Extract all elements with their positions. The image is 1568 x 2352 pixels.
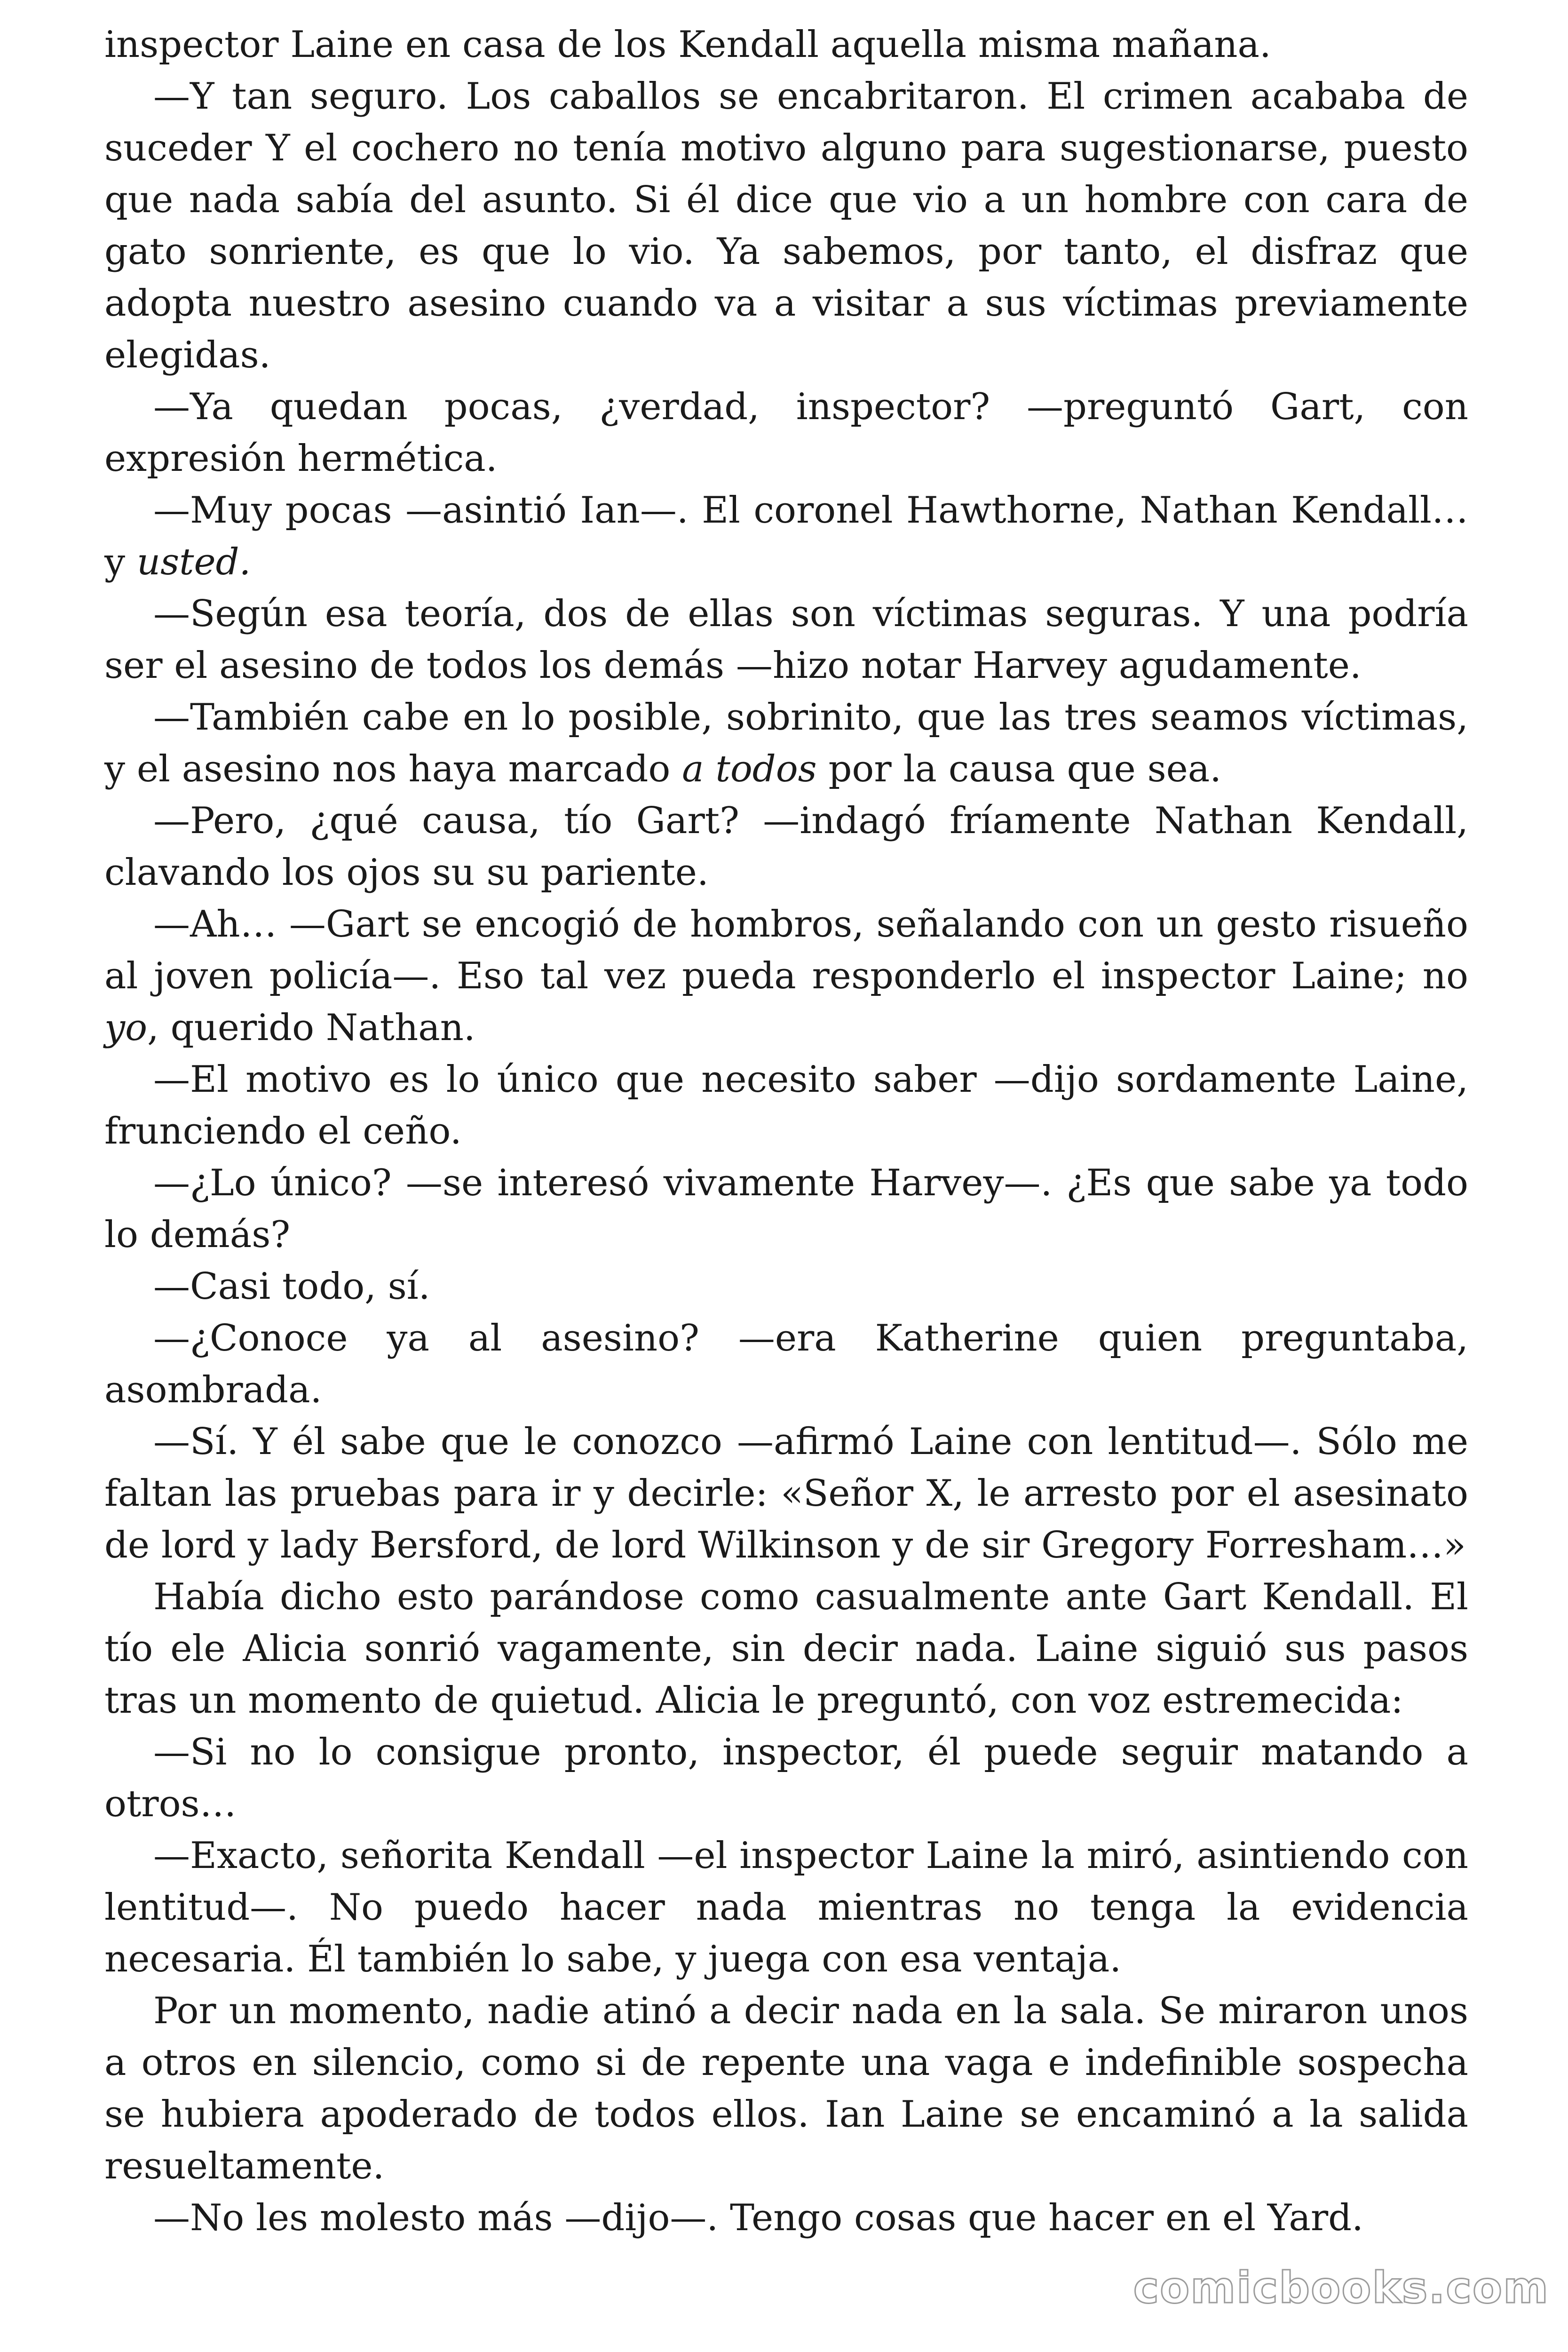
paragraph [104,19,1468,71]
paragraph [104,1157,1468,1261]
paragraph-text: —Sí. Y él sabe que le conozco —afirmó Laine con lentitud—. Sólo me faltan las pruebas para ir y decirle: «Señor X, le arresto por el asesinato de lord y lady Bersford, de lord Wilkinson y de sir Gregory Forresham…» [104,1421,1468,1566]
paragraph [104,1054,1468,1157]
paragraph-text: , querido Nathan. [147,1007,475,1049]
paragraph [104,1726,1468,1830]
paragraph [104,1261,1468,1312]
paragraph-text: —Ya quedan pocas, ¿verdad, inspector? —preguntó Gart, con expresión hermética. [104,386,1468,480]
paragraph [104,2192,1468,2244]
italic-text: yo [104,1007,148,1049]
paragraph-text: —Si no lo consigue pronto, inspector, él puede seguir matando a otros… [104,1731,1468,1825]
paragraph [104,1312,1468,1416]
paragraph-text: —Casi todo, sí. [153,1265,430,1308]
paragraph-text: —Exacto, señorita Kendall —el inspector Laine la miró, asintiendo con lentitud—. No puedo hacer nada mientras no tenga la evidencia necesaria. Él también lo sabe, y juega con esa ventaja. [104,1835,1468,1980]
paragraph [104,381,1468,485]
paragraph-text: —Pero, ¿qué causa, tío Gart? —indagó fríamente Nathan Kendall, clavando los ojos su su pariente. [104,800,1468,894]
paragraph-text: —¿Lo único? —se interesó vivamente Harvey—. ¿Es que sabe ya todo lo demás? [104,1162,1468,1256]
paragraph-text: inspector Laine en casa de los Kendall aquella misma mañana. [104,24,1271,66]
paragraph [104,795,1468,898]
paragraph-text: —Y tan seguro. Los caballos se encabritaron. El crimen acababa de suceder Y el cochero no tenía motivo alguno para sugestionarse, puesto que nada sabía del asunto. Si él dice que vio a un hombre con cara de gato sonriente, es que lo vio. Ya sabemos, por tanto, el disfraz que adopta nuestro asesino cuando va a visitar a sus víctimas previamente elegidas. [104,75,1468,376]
paragraph [104,898,1468,1054]
italic-text: usted. [136,541,251,583]
paragraph-text: —El motivo es lo único que necesito saber —dijo sordamente Laine, frunciendo el ceño. [104,1058,1468,1152]
paragraph [104,485,1468,588]
book-page-text [104,19,1468,2244]
paragraph-text: —También cabe en lo posible, sobrinito, que las tres seamos víctimas, y el asesino nos haya marcado [104,696,1468,790]
paragraph [104,1830,1468,1985]
paragraph [104,588,1468,691]
paragraph [104,691,1468,795]
italic-text: a todos [682,748,817,790]
paragraph-text: —Ah… —Gart se encogió de hombros, señalando con un gesto risueño al joven policía—. Eso tal vez pueda responderlo el inspector Laine; no [104,903,1468,997]
paragraph-text: por la causa que sea. [816,748,1222,790]
paragraph [104,1985,1468,2192]
paragraph [104,71,1468,381]
paragraph-text: —Muy pocas —asintió Ian—. El coronel Hawthorne, Nathan Kendall… y [104,489,1468,583]
paragraph-text: —¿Conoce ya al asesino? —era Katherine quien preguntaba, asombrada. [104,1317,1468,1411]
paragraph-text: Había dicho esto parándose como casualmente ante Gart Kendall. El tío ele Alicia sonrió vagamente, sin decir nada. Laine siguió sus pasos tras un momento de quietud. Alicia le preguntó, con voz estremecida: [104,1576,1468,1722]
paragraph [104,1571,1468,1726]
paragraph-text: —Según esa teoría, dos de ellas son víctimas seguras. Y una podría ser el asesino de todos los demás —hizo notar Harvey agudamente. [104,593,1468,687]
paragraph-text: —No les molesto más —dijo—. Tengo cosas que hacer en el Yard. [153,2197,1363,2239]
watermark-logo: comicbooks.com [1133,2263,1549,2313]
paragraph [104,1416,1468,1571]
paragraph-text: Por un momento, nadie atinó a decir nada en la sala. Se miraron unos a otros en silencio, como si de repente una vaga e indefinible sospecha se hubiera apoderado de todos ellos. Ian Laine se encaminó a la salida resueltamente. [104,1990,1468,2187]
